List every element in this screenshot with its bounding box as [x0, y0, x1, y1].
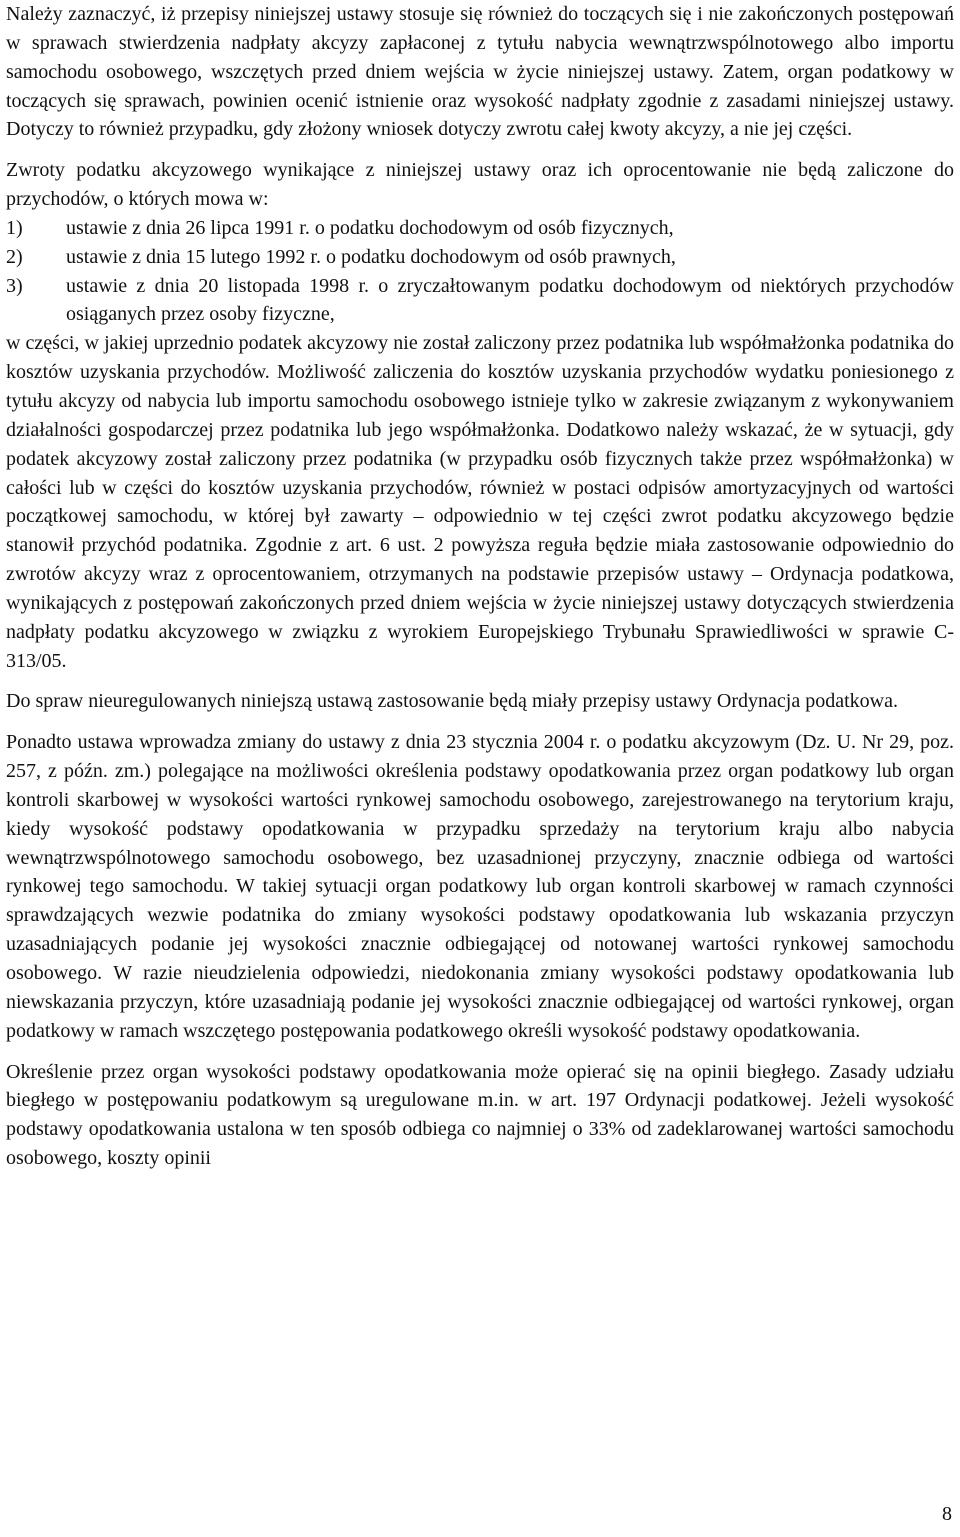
list-item-number: 3)	[6, 274, 23, 297]
paragraph-refunds-intro: Zwroty podatku akcyzowego wynikające z niniejszej ustawy oraz ich oprocentowanie nie będą zaliczone do przychodów, o których mowa w:	[6, 159, 954, 211]
paragraph-gap	[6, 716, 954, 728]
list-item	[6, 214, 954, 243]
list-item-number: 1)	[6, 216, 23, 239]
list-item	[6, 272, 954, 330]
document-page	[6, 0, 954, 1173]
paragraph-refunds-continuation: w części, w jakiej uprzednio podatek akcyzowy nie został zaliczony przez podatnika lub współmałżonka podatnika do kosztów uzyskania przychodów. Możliwość zaliczenia do kosztów uzyskania przychodów wydatku poniesionego z tytułu akcyzy od nabycia lub importu samochodu osobowego istnieje tylko w zakresie związanym z wykonywaniem działalności gospodarczej przez podatnika lub jego współmałżonka. Dodatkowo należy wskazać, że w sytuacji, gdy podatek akcyzowy został zaliczony przez podatnika (w przypadku osób fizycznych także przez współmałżonka) w całości lub w części do kosztów uzyskania przychodów, również w postaci odpisów amortyzacyjnych od wartości początkowej samochodu, w której był zawarty – odpowiednio w tej części zwrot podatku akcyzowego będzie stanowił przychód podatnika. Zgodnie z art. 6 ust. 2 powyższa reguła będzie miała zastosowanie odpowiednio do zwrotów akcyzy wraz z oprocentowaniem, otrzymanych na podstawie przepisów ustawy – Ordynacja podatkowa, wynikających z postępowań zakończonych przed dniem wejścia w życie niniejszej ustawy dotyczących stwierdzenia nadpłaty podatku akcyzowego w związku z wyrokiem Europejskiego Trybunału Sprawiedliwości w sprawie C-313/05.	[6, 332, 954, 672]
paragraph-unregulated-matters: Do spraw nieuregulowanych niniejszą ustawą zastosowanie będą miały przepisy ustawy Ordynacja podatkowa.	[6, 690, 898, 713]
statute-list	[6, 214, 954, 329]
paragraph-gap	[6, 675, 954, 687]
list-item-number: 2)	[6, 245, 23, 268]
paragraph-excise-amendments: Ponadto ustawa wprowadza zmiany do ustawy z dnia 23 stycznia 2004 r. o podatku akcyzowym (Dz. U. Nr 29, poz. 257, z późn. zm.) polegające na możliwości określenia podstawy opodatkowania przez organ podatkowy lub organ kontroli skarbowej w wysokości wartości rynkowej samochodu osobowego, zarejestrowanego na terytorium kraju, kiedy wysokość podstawy opodatkowania w przypadku sprzedaży na terytorium kraju albo nabycia wewnątrzwspólnotowego samochodu osobowego, bez uzasadnionej przyczyny, znacznie odbiega od wartości rynkowej tego samochodu. W takiej sytuacji organ podatkowy lub organ kontroli skarbowej w ramach czynności sprawdzających wezwie podatnika do zmiany wysokości podstawy opodatkowania lub wskazania przyczyn uzasadniających podanie jej wysokości znacznie odbiegającej od notowanej wartości rynkowej samochodu osobowego. W razie nieudzielenia odpowiedzi, niedokonania zmiany wysokości podstawy opodatkowania lub niewskazania przyczyn, które uzasadniają podanie jej wysokości znacznie odbiegającej od wartości rynkowej, organ podatkowy w ramach wszczętego postępowania podatkowego określi wysokość podstawy opodatkowania.	[6, 731, 954, 1042]
list-item	[6, 243, 954, 272]
list-item-text: ustawie z dnia 20 listopada 1998 r. o zryczałtowanym podatku dochodowym od niektórych przychodów osiąganych przez osoby fizyczne,	[66, 274, 954, 326]
page-number: 8	[942, 1503, 952, 1525]
paragraph-gap	[6, 1046, 954, 1058]
paragraph-gap	[6, 144, 954, 156]
paragraph-expert-opinion: Określenie przez organ wysokości podstawy opodatkowania może opierać się na opinii biegłego. Zasady udziału biegłego w postępowaniu podatkowym są uregulowane m.in. w art. 197 Ordynacji podatkowej. Jeżeli wysokość podstawy opodatkowania ustalona w ten sposób odbiega co najmniej o 33% od zadeklarowanej wartości samochodu osobowego, koszty opinii	[6, 1060, 954, 1170]
paragraph-pending-proceedings: Należy zaznaczyć, iż przepisy niniejszej ustawy stosuje się również do toczących się i nie zakończonych postępowań w sprawach stwierdzenia nadpłaty akcyzy zapłaconej z tytułu nabycia wewnątrzwspólnotowego albo importu samochodu osobowego, wszczętych przed dniem wejścia w życie niniejszej ustawy. Zatem, organ podatkowy w toczących się sprawach, powinien ocenić istnienie oraz wysokość nadpłaty zgodnie z zasadami niniejszej ustawy. Dotyczy to również przypadku, gdy złożony wniosek dotyczy zwrotu całej kwoty akcyzy, a nie jej części.	[6, 3, 954, 141]
list-item-text: ustawie z dnia 15 lutego 1992 r. o podatku dochodowym od osób prawnych,	[66, 245, 676, 268]
list-item-text: ustawie z dnia 26 lipca 1991 r. o podatku dochodowym od osób fizycznych,	[66, 216, 674, 239]
